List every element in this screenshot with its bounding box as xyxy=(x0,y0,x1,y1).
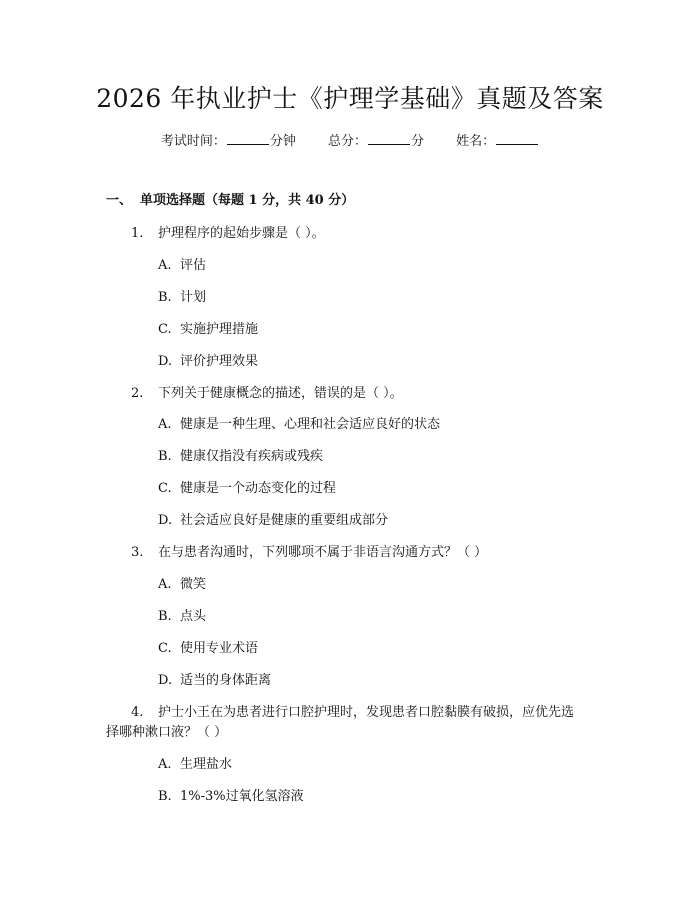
question-number: 2. xyxy=(131,386,144,401)
exam-meta xyxy=(0,130,700,152)
question-number: 3. xyxy=(131,545,144,560)
option-text: 健康是一个动态变化的过程 xyxy=(180,481,337,496)
option-text: 评估 xyxy=(180,258,207,273)
section-heading xyxy=(106,191,354,211)
student-name-blank xyxy=(496,130,538,145)
option-text: 健康仅指没有疾病或残疾 xyxy=(180,449,324,464)
question-number: 1. xyxy=(131,226,144,241)
option-letter: D. xyxy=(158,354,173,369)
exam-time-label: 考试时间： xyxy=(160,134,226,149)
option-letter: A. xyxy=(158,577,172,592)
option-3c xyxy=(158,639,258,659)
option-letter: B. xyxy=(158,290,172,305)
option-3d xyxy=(158,671,271,691)
option-2a xyxy=(158,415,440,435)
option-text: 点头 xyxy=(180,609,207,624)
section-title: 单项选择题（每题 1 分，共 40 分） xyxy=(140,193,355,208)
total-score xyxy=(328,130,424,152)
option-text: 微笑 xyxy=(180,577,207,592)
option-text: 评价护理效果 xyxy=(180,354,259,369)
option-1c xyxy=(158,320,258,340)
option-4a xyxy=(158,755,232,775)
option-letter: D. xyxy=(158,673,173,688)
option-2c xyxy=(158,479,336,499)
question-text: 护理程序的起始步骤是（ ）。 xyxy=(158,226,325,241)
option-letter: C. xyxy=(158,322,172,337)
option-1a xyxy=(158,256,206,276)
option-text: 社会适应良好是健康的重要组成部分 xyxy=(180,513,389,528)
question-text-line-1: 护士小王在为患者进行口腔护理时，发现患者口腔黏膜有破损，应优先选 xyxy=(158,705,575,720)
option-letter: A. xyxy=(158,417,172,432)
option-letter: C. xyxy=(158,641,172,656)
option-text: 适当的身体距离 xyxy=(180,673,272,688)
option-2b xyxy=(158,447,323,467)
question-number: 4. xyxy=(131,705,144,720)
student-name-label: 姓名： xyxy=(456,134,496,149)
option-3a xyxy=(158,575,206,595)
exam-time-unit: 分钟 xyxy=(269,134,296,149)
exam-time xyxy=(161,130,296,152)
option-text: 健康是一种生理、心理和社会适应良好的状态 xyxy=(180,417,441,432)
option-text: 1%-3%过氧化氢溶液 xyxy=(180,789,304,804)
option-2d xyxy=(158,511,388,531)
option-letter: B. xyxy=(158,609,172,624)
option-text: 生理盐水 xyxy=(180,757,233,772)
exam-time-blank xyxy=(227,130,269,145)
option-letter: B. xyxy=(158,789,172,804)
question-text-line-2: 择哪种漱口液？（ ） xyxy=(106,725,228,740)
total-score-unit: 分 xyxy=(411,134,425,149)
option-letter: C. xyxy=(158,481,172,496)
option-letter: A. xyxy=(158,757,172,772)
option-text: 实施护理措施 xyxy=(180,322,259,337)
question-text: 下列关于健康概念的描述，错误的是（ ）。 xyxy=(158,386,403,401)
option-letter: B. xyxy=(158,449,172,464)
total-score-blank xyxy=(368,130,410,145)
option-text: 使用专业术语 xyxy=(180,641,259,656)
option-1b xyxy=(158,288,206,308)
student-name xyxy=(456,130,539,152)
option-4b xyxy=(158,787,304,807)
page-title: 2026 年执业护士《护理学基础》真题及答案 xyxy=(96,84,604,113)
option-1d xyxy=(158,352,258,372)
section-number: 一、 xyxy=(106,193,133,208)
option-text: 计划 xyxy=(180,290,207,305)
option-3b xyxy=(158,607,206,627)
option-letter: A. xyxy=(158,258,172,273)
total-score-label: 总分： xyxy=(327,134,367,149)
option-letter: D. xyxy=(158,513,173,528)
question-text: 在与患者沟通时，下列哪项不属于非语言沟通方式？（ ） xyxy=(158,545,488,560)
